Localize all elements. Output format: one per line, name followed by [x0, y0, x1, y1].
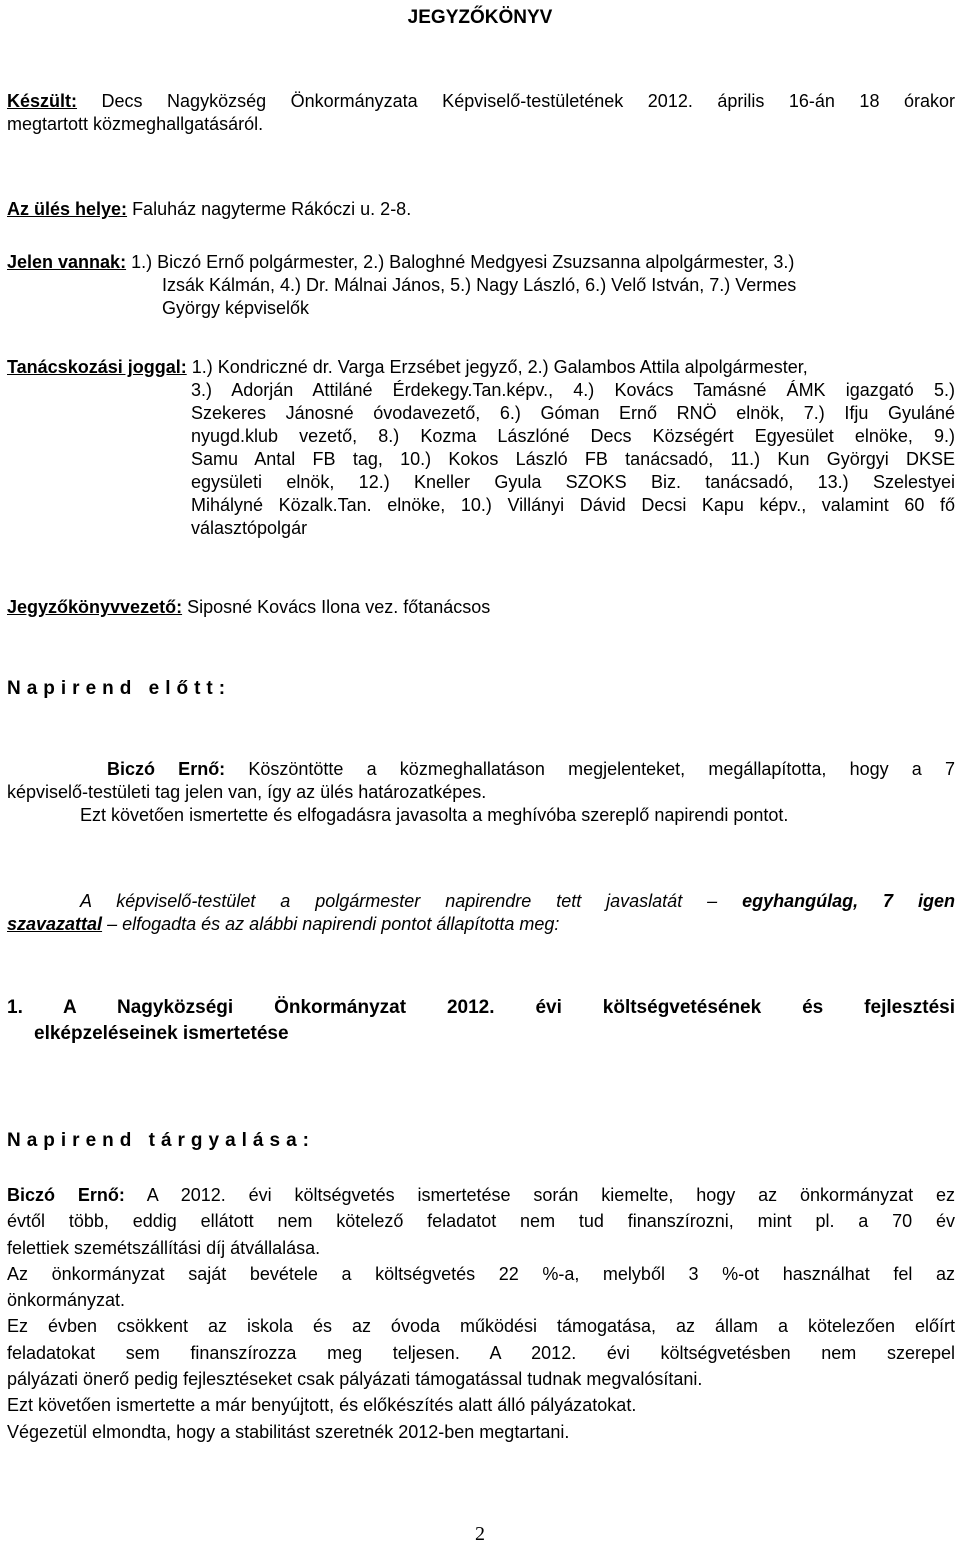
tanacskozasi-line: Mihályné Közalk.Tan. elnöke, 10.) Villányi Dávid Decsi Kapu képv., valamint 60 fő	[191, 495, 955, 515]
targyalas-line: Az önkormányzat saját bevétele a költségvetés 22 %-a, melyből 3 %-ot használhat fel az	[7, 1263, 955, 1284]
keszult-line1: Decs Nagyközség Önkormányzata Képviselő-testületének 2012. április 16-án 18 órakor	[101, 91, 955, 111]
tanacskozasi-line: 3.) Adorján Attiláné Érdekegy.Tan.képv., 4.) Kovács Tamásné ÁMK igazgató 5.)	[191, 380, 955, 400]
napirend-targyalasa-heading: Napirend tárgyalása:	[7, 1130, 315, 1151]
agenda-item-line2: elképzeléseinek ismertetése	[34, 1023, 289, 1044]
tanacskozasi-label: Tanácskozási joggal:	[7, 357, 187, 377]
jelen-vannak-label: Jelen vannak:	[7, 252, 127, 272]
agenda-item-line1: 1. A Nagyközségi Önkormányzat 2012. évi költségvetésének és fejlesztési	[7, 997, 955, 1018]
targyalas-line: pályázati önerő pedig fejlesztéseket csak pályázati támogatással tudnak megvalósítani.	[7, 1369, 703, 1390]
jelen-vannak-section	[7, 251, 955, 320]
biczo-intro-name: Biczó Ernő:	[107, 759, 226, 779]
keszult-section	[7, 90, 955, 136]
tanacskozasi-line: 1.) Kondriczné dr. Varga Erzsébet jegyző, 2.) Galambos Attila alpolgármester,	[191, 357, 808, 377]
targyalas-line: A 2012. évi költségvetés ismertetése során kiemelte, hogy az önkormányzat ez	[146, 1185, 955, 1205]
tanacskozasi-line: választópolgár	[191, 518, 308, 538]
targyalas-line: Ezt követően ismertette a már benyújtott, és előkészítés alatt álló pályázatokat.	[7, 1395, 637, 1416]
napirend-elott-heading: Napirend előtt:	[7, 678, 232, 699]
targyalas-line: feladatokat sem finanszírozza meg teljesen. A 2012. évi költségvetésben nem szerepel	[7, 1342, 955, 1363]
biczo-intro-section	[7, 758, 955, 827]
keszult-line2: megtartott közmeghallgatásáról.	[7, 114, 264, 134]
targyalas-line: felettiek szemétszállítási díj átvállalása.	[7, 1237, 321, 1258]
jegyzokonyvvezeto-section	[7, 596, 955, 619]
tanacskozasi-line: Samu Antal FB tag, 10.) Kokos László FB tanácsadó, 11.) Kun Györgyi DKSE	[191, 449, 955, 469]
agenda-item	[7, 995, 955, 1047]
tanacskozasi-line: egysületi elnök, 12.) Kneller Gyula SZOKS Biz. tanácsadó, 13.) Szelestyei	[191, 472, 955, 492]
jegyzokonyvvezeto-value: Siposné Kovács Ilona vez. főtanácsos	[187, 597, 491, 617]
jelen-vannak-line2: Izsák Kálmán, 4.) Dr. Málnai János, 5.) Nagy László, 6.) Velő István, 7.) Vermes	[162, 275, 797, 295]
ules-helye-label: Az ülés helye:	[7, 199, 128, 219]
page-number: 2	[475, 1523, 485, 1545]
tanacskozasi-line: Szekeres Jánosné óvodavezető, 6.) Góman Ernő RNÖ elnök, 7.) Ifju Gyuláné	[191, 403, 955, 423]
biczo-intro-line1: Köszöntötte a közmeghallatáson megjelenteket, megállapította, hogy a 7	[248, 759, 955, 779]
hatarozat-part1: A képviselő-testület a polgármester napirendre tett javaslatát –	[80, 891, 718, 911]
hatarozat-bold1: egyhangúlag, 7 igen	[742, 891, 955, 911]
targyalas-line: önkormányzat.	[7, 1290, 126, 1311]
biczo-targyalas-section	[7, 1182, 955, 1445]
targyalas-line: Végezetül elmondta, hogy a stabilitást szeretnék 2012-ben megtartani.	[7, 1421, 570, 1442]
tanacskozasi-section	[7, 356, 955, 540]
ules-helye-section	[7, 198, 955, 221]
biczo-intro-line2: képviselő-testületi tag jelen van, így az ülés határozatképes.	[7, 782, 487, 802]
keszult-label: Készült:	[7, 91, 78, 111]
hatarozat-section	[7, 890, 955, 936]
hatarozat-part2: – elfogadta és az alábbi napirendi pontot állapította meg:	[107, 914, 560, 934]
biczo-intro-line3: Ezt követően ismertette és elfogadásra javasolta a meghívóba szereplő napirendi pontot.	[80, 805, 789, 825]
jelen-vannak-line1: 1.) Biczó Ernő polgármester, 2.) Baloghné Medgyesi Zsuzsanna alpolgármester, 3.)	[131, 252, 795, 272]
biczo-targyalas-name: Biczó Ernő:	[7, 1185, 125, 1205]
document-title: JEGYZŐKÖNYV	[407, 7, 553, 28]
tanacskozasi-line: nyugd.klub vezető, 8.) Kozma Lászlóné Decs Községért Egyesület elnöke, 9.)	[191, 426, 955, 446]
jegyzokonyvvezeto-label: Jegyzőkönyvvezető:	[7, 597, 183, 617]
jelen-vannak-line3: György képviselők	[162, 298, 310, 318]
ules-helye-value: Faluház nagyterme Rákóczi u. 2-8.	[132, 199, 412, 219]
targyalas-line: Ez évben csökkent az iskola és az óvoda működési támogatása, az állam a kötelezően előírt	[7, 1316, 955, 1337]
hatarozat-bold2: szavazattal	[7, 914, 103, 934]
targyalas-line: évtől több, eddig ellátott nem kötelező feladatot nem tud finanszírozni, mint pl. a 70 év	[7, 1211, 955, 1232]
